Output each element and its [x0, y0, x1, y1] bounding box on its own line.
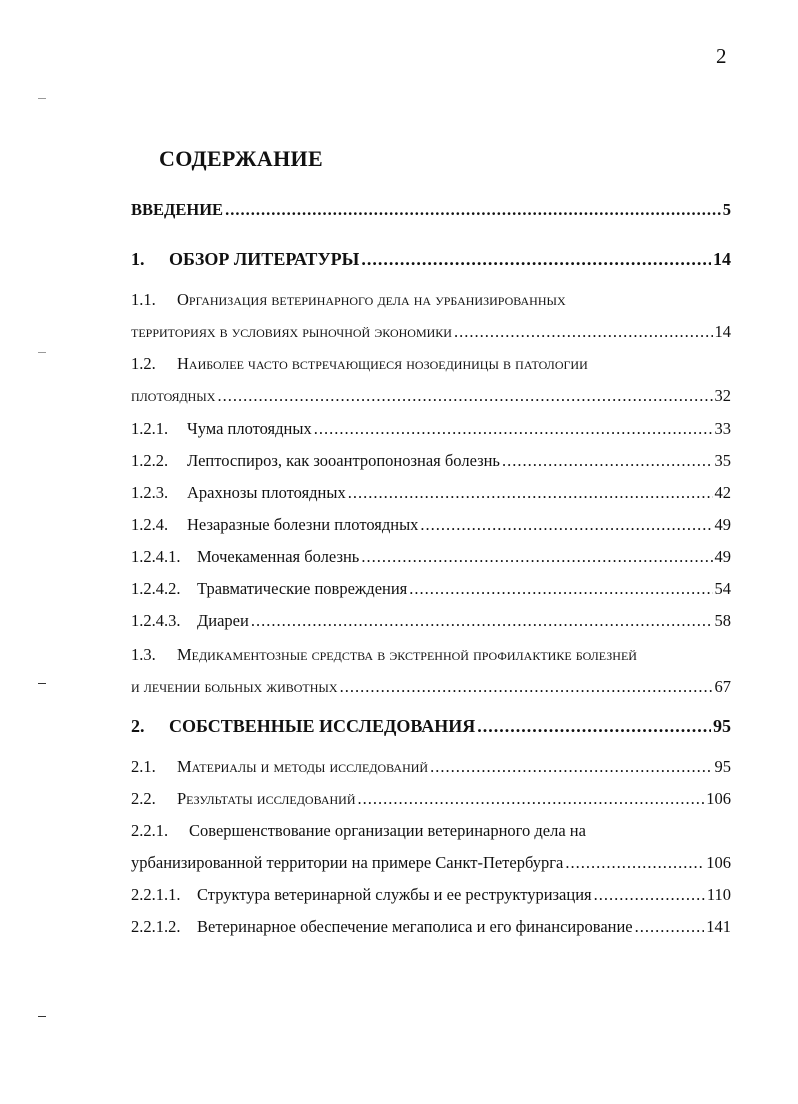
toc-entry-title: Материалы и методы исследований: [177, 757, 429, 776]
toc-entry-number: 2.2.: [131, 789, 156, 808]
toc-entry-title: Диареи: [197, 611, 249, 630]
toc-entry-number: 1.2.2.: [131, 451, 169, 470]
toc-entry-page: 42: [714, 483, 731, 502]
toc-entry-page: 141: [706, 917, 731, 936]
toc-entry-1-1-line1[interactable]: [131, 290, 566, 310]
toc-entry-2-2-1-line2[interactable]: [131, 853, 731, 873]
toc-entry-page: 5: [722, 200, 731, 219]
toc-entry-introduction[interactable]: [131, 200, 731, 220]
toc-entry-number: 2.2.1.2.: [131, 917, 181, 936]
scan-margin-mark: [38, 1016, 46, 1017]
toc-entry-page: 54: [714, 579, 731, 598]
toc-entry-title: Медикаментозные средства в экстренной профилактике болезней: [177, 645, 637, 664]
toc-entry-page: 58: [714, 611, 731, 630]
toc-entry-title: Наиболее часто встречающиеся нозоединицы в патологии: [177, 354, 588, 373]
toc-entry-number: 2.: [131, 716, 145, 736]
toc-entry-title: территориях в условиях рыночной экономики: [131, 322, 452, 341]
toc-entry-number: 2.1.: [131, 757, 156, 776]
toc-entry-title: Структура ветеринарной службы и ее реструктуризация: [197, 885, 592, 904]
toc-entry-title: Лептоспироз, как зооантропонозная болезнь: [187, 451, 500, 470]
toc-entry-number: 1.2.4.: [131, 515, 169, 534]
toc-entry-number: 1.1.: [131, 290, 156, 309]
toc-entry-page: 49: [714, 515, 731, 534]
toc-entry-title: Мочекаменная болезнь: [197, 547, 360, 566]
toc-entry-title: Травматические повреждения: [197, 579, 408, 598]
toc-entry-title: ОБЗОР ЛИТЕРАТУРЫ: [169, 249, 360, 269]
toc-entry-page: 14: [713, 249, 731, 269]
toc-entry-2-2[interactable]: [131, 789, 731, 809]
toc-entry-page: 49: [714, 547, 731, 566]
toc-entry-2-2-1-2[interactable]: [131, 917, 731, 937]
toc-entry-title: Организация ветеринарного дела на урбанизированных: [177, 290, 566, 309]
leader-dots: [565, 853, 704, 873]
leader-dots: [361, 249, 711, 270]
toc-entry-2-2-1-1[interactable]: [131, 885, 731, 905]
toc-entry-number: 1.: [131, 249, 145, 269]
leader-dots: [502, 451, 713, 471]
toc-entry-page: 35: [714, 451, 731, 470]
toc-entry-1-2-3[interactable]: [131, 483, 731, 503]
toc-entry-title: Совершенствование организации ветеринарного дела на: [189, 821, 586, 840]
toc-entry-page: 67: [714, 677, 731, 696]
toc-entry-title: Результаты исследований: [177, 789, 356, 808]
toc-entry-2-1[interactable]: [131, 757, 731, 777]
page-number: 2: [716, 44, 727, 68]
toc-entry-number: 1.3.: [131, 645, 156, 664]
toc-entry-1-3-line2[interactable]: [131, 677, 731, 697]
leader-dots: [361, 547, 712, 567]
leader-dots: [594, 885, 705, 905]
toc-entry-1-2-1[interactable]: [131, 419, 731, 439]
toc-entry-chapter-2[interactable]: [131, 716, 731, 737]
toc-entry-1-2-2[interactable]: [131, 451, 731, 471]
leader-dots: [430, 757, 712, 777]
leader-dots: [420, 515, 712, 535]
toc-entry-title: Арахнозы плотоядных: [187, 483, 346, 502]
toc-entry-page: 14: [714, 322, 731, 341]
toc-entry-title: урбанизированной территории на примере Санкт-Петербурга: [131, 853, 564, 872]
toc-entry-page: 95: [714, 757, 731, 776]
toc-entry-2-2-1-line1[interactable]: [131, 821, 586, 841]
toc-entry-page: 33: [714, 419, 731, 438]
toc-entry-1-2-line1[interactable]: [131, 354, 588, 374]
toc-entry-page: 32: [714, 386, 731, 405]
toc-entry-page: 106: [706, 853, 731, 872]
toc-entry-1-2-4-2[interactable]: [131, 579, 731, 599]
leader-dots: [314, 419, 713, 439]
toc-entry-number: 2.2.1.: [131, 821, 169, 840]
leader-dots: [348, 483, 713, 503]
toc-entry-number: 1.2.1.: [131, 419, 169, 438]
toc-entry-title: Чума плотоядных: [187, 419, 312, 438]
leader-dots: [251, 611, 713, 631]
scan-margin-mark: [38, 683, 46, 684]
toc-entry-title: плотоядных: [131, 386, 216, 405]
toc-entry-1-1-line2[interactable]: [131, 322, 731, 342]
toc-entry-number: 1.2.: [131, 354, 156, 373]
scan-margin-mark: [38, 98, 46, 99]
toc-entry-title: Ветеринарное обеспечение мегаполиса и его финансирование: [197, 917, 633, 936]
toc-entry-title: СОБСТВЕННЫЕ ИССЛЕДОВАНИЯ: [169, 716, 476, 736]
toc-entry-page: 95: [713, 716, 731, 736]
toc-entry-1-2-line2[interactable]: [131, 386, 731, 406]
leader-dots: [454, 322, 713, 342]
leader-dots: [358, 789, 705, 809]
toc-entry-number: 1.2.4.1.: [131, 547, 181, 566]
leader-dots: [477, 716, 711, 737]
leader-dots: [225, 200, 721, 220]
leader-dots: [635, 917, 705, 937]
toc-entry-page: 106: [706, 789, 731, 808]
toc-entry-1-2-4[interactable]: [131, 515, 731, 535]
toc-entry-1-2-4-3[interactable]: [131, 611, 731, 631]
toc-entry-page: 110: [706, 885, 731, 904]
page-title: СОДЕРЖАНИЕ: [159, 146, 323, 171]
toc-entry-1-3-line1[interactable]: [131, 645, 637, 665]
scan-margin-mark: [38, 352, 46, 353]
toc-entry-number: 1.2.4.3.: [131, 611, 181, 630]
leader-dots: [409, 579, 712, 599]
leader-dots: [340, 677, 713, 697]
toc-entry-number: 1.2.4.2.: [131, 579, 181, 598]
toc-entry-number: 1.2.3.: [131, 483, 169, 502]
toc-entry-title: ВВЕДЕНИЕ: [131, 200, 224, 219]
leader-dots: [217, 386, 712, 406]
toc-entry-title: Незаразные болезни плотоядных: [187, 515, 419, 534]
toc-entry-number: 2.2.1.1.: [131, 885, 181, 904]
toc-entry-title: и лечении больных животных: [131, 677, 338, 696]
toc-entry-chapter-1[interactable]: [131, 249, 731, 270]
toc-entry-1-2-4-1[interactable]: [131, 547, 731, 567]
